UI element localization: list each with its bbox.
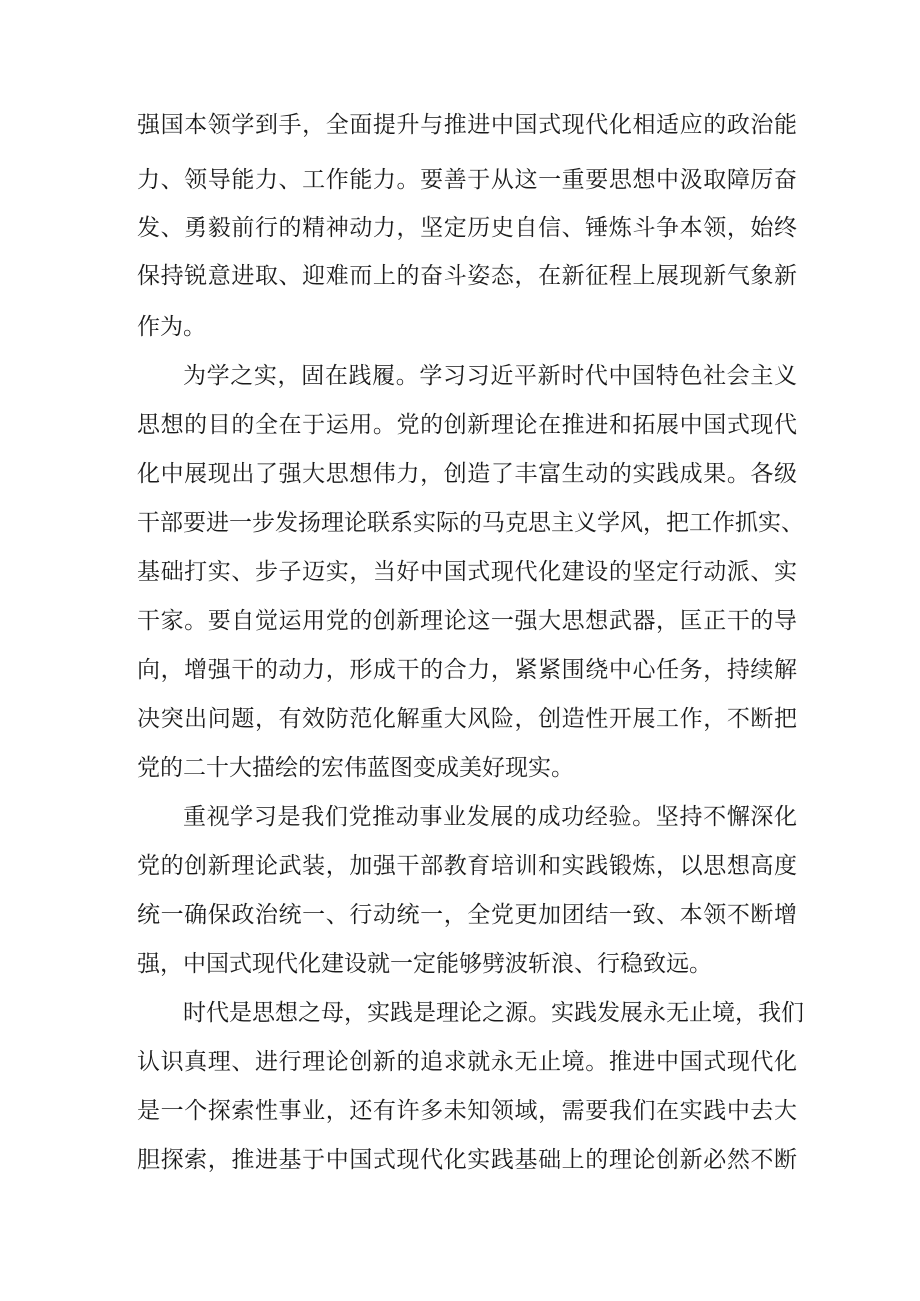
paragraph-first-line: 为学之实，固在践履。学习习近平新时代中国特色社会主义 — [183, 363, 797, 389]
text-line: 党的二十大描绘的宏伟蓝图变成美好现实。 — [137, 755, 574, 781]
paragraph-first-line: 时代是思想之母，实践是理论之源。实践发展永无止境，我们 — [183, 1000, 804, 1026]
text-line: 胆探索，推进基于中国式现代化实践基础上的理论创新必然不断 — [137, 1147, 797, 1173]
text-line: 强，中国式现代化建设就一定能够劈波斩浪、行稳致远。 — [137, 951, 712, 977]
text-line: 认识真理、进行理论创新的追求就永无止境。推进中国式现代化 — [137, 1049, 797, 1075]
text-line: 思想的目的全在于运用。党的创新理论在推进和拓展中国式现代 — [137, 412, 797, 438]
text-line: 干部要进一步发扬理论联系实际的马克思主义学风，把工作抓实、 — [137, 510, 804, 536]
text-line: 统一确保政治统一、行动统一，全党更加团结一致、本领不断增 — [137, 902, 797, 928]
text-line: 发、勇毅前行的精神动力，坚定历史自信、锤炼斗争本领，始终 — [137, 215, 797, 241]
text-line: 强国本领学到手，全面提升与推进中国式现代化相适应的政治能 — [137, 112, 797, 138]
text-line: 力、领导能力、工作能力。要善于从这一重要思想中汲取障厉奋 — [137, 167, 797, 193]
text-line: 是一个探索性事业，还有许多未知领域，需要我们在实践中去大 — [137, 1098, 797, 1124]
text-line: 党的创新理论武装，加强干部教育培训和实践锻炼，以思想高度 — [137, 853, 797, 879]
text-line: 干家。要自觉运用党的创新理论这一强大思想武器，匡正干的导 — [137, 608, 797, 634]
text-line: 基础打实、步子迈实，当好中国式现代化建设的坚定行动派、实 — [137, 559, 797, 585]
paragraph-first-line: 重视学习是我们党推动事业发展的成功经验。坚持不懈深化 — [183, 804, 797, 830]
text-line: 化中展现出了强大思想伟力，创造了丰富生动的实践成果。各级 — [137, 461, 797, 487]
text-line: 作为。 — [137, 314, 206, 340]
text-line: 保持锐意进取、迎难而上的奋斗姿态，在新征程上展现新气象新 — [137, 263, 797, 289]
text-line: 决突出问题，有效防范化解重大风险，创造性开展工作，不断把 — [137, 706, 797, 732]
text-line: 向，增强干的动力，形成干的合力，紧紧围绕中心任务，持续解 — [137, 657, 797, 683]
